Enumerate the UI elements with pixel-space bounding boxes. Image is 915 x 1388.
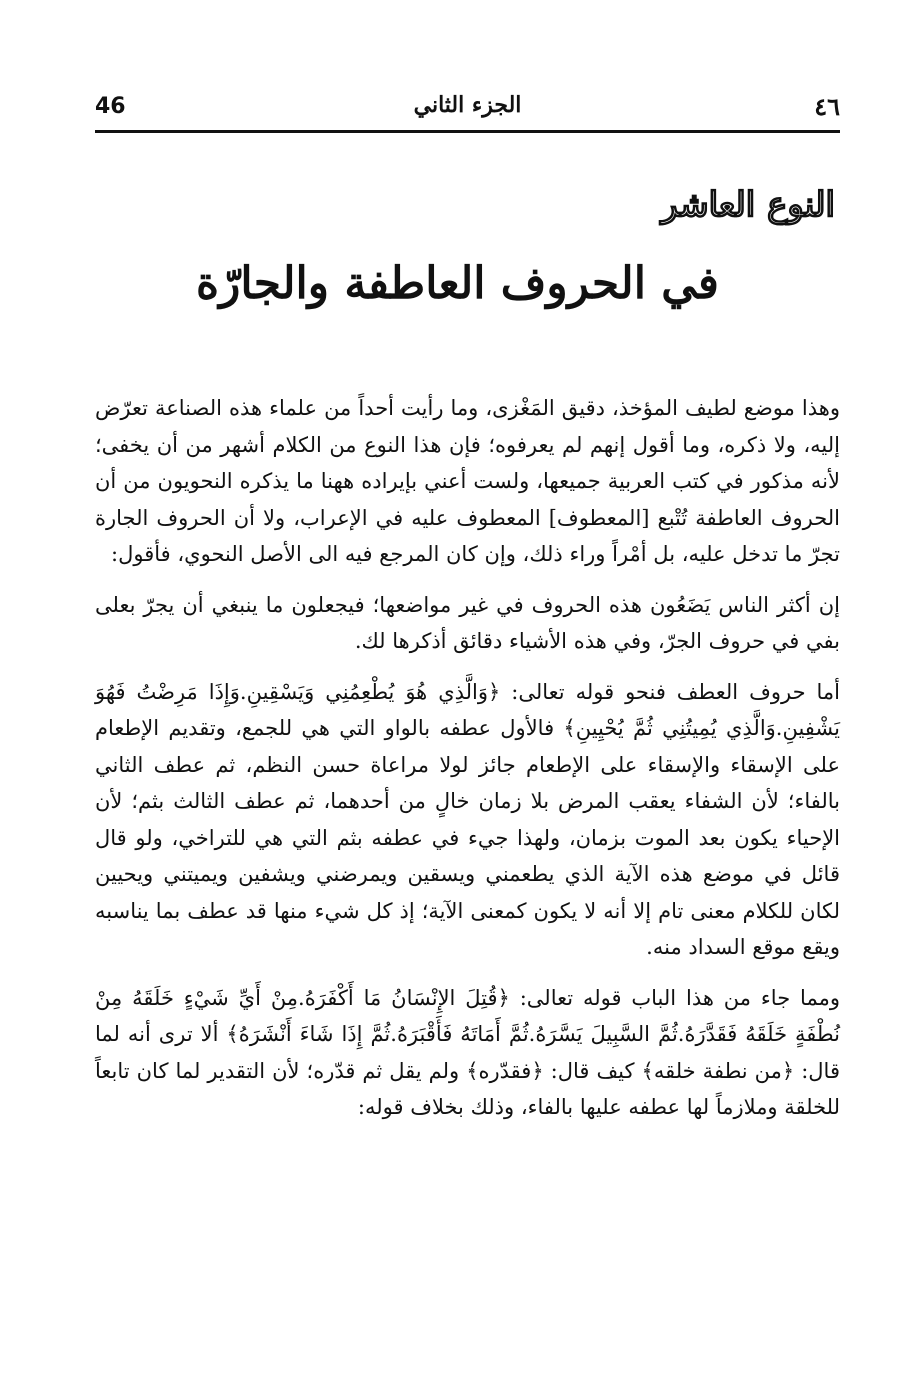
header-rule — [95, 130, 840, 133]
page-number-arabic: ٤٦ — [814, 92, 840, 121]
page-number-latin: 46 — [95, 94, 126, 119]
paragraph-example: ومما جاء من هذا الباب قوله تعالى: ﴿قُتِلَ الإِنْسَانُ مَا أَكْفَرَهُ.مِنْ أَيِّ شَيْءٍ خَلَقَهُ مِنْ نُطْفَةٍ خَلَقَهُ فَقَدَّرَهُ.ثُمَّ السَّبِيلَ يَسَّرَهُ.ثُمَّ أَمَاتَهُ فَأَقْبَرَهُ.ثُمَّ إِذَا شَاءَ أَنْشَرَهُ﴾ ألا ترى أنه لما قال: ﴿من نطفة خلقه﴾ كيف قال: ﴿فقدّره﴾ ولم يقل ثم قدّره؛ لأن التقدير لما كان تابعاً للخلقة وملازماً لها عطفه عليها بالفاء، وذلك بخلاف قوله: — [95, 985, 840, 1119]
page-header — [95, 92, 840, 132]
chapter-title: في الحروف العاطفة والجارّة — [196, 258, 719, 309]
text-body — [95, 390, 840, 1140]
paragraph-usage: إن أكثر الناس يَضَعُون هذه الحروف في غير مواضعها؛ فيجعلون ما ينبغي أن يجرّ بعلى بفي في حروف الجرّ، وفي هذه الأشياء دقائق أذكرها لك. — [95, 592, 840, 653]
paragraph-conjunctions: أما حروف العطف فنحو قوله تعالى: ﴿وَالَّذِي هُوَ يُطْعِمُنِي وَيَسْقِينِ.وَإِذَا مَرِضْتُ فَهُوَ يَشْفِينِ.وَالَّذِي يُمِيتُنِي ثُمَّ يُحْيِينِ﴾ فالأول عطفه بالواو التي هي للجمع، وتقديم الإطعام على الإسقاء والإسقاء على الإطعام جائز لولا مراعاة حسن النظم، ثم عطف الثاني بالفاء؛ لأن الشفاء يعقب المرض بلا زمان خالٍ من أحدهما، ثم عطف الثالث بثم؛ لأن الإحياء يكون بعد الموت بزمان، ولهذا جيء في عطفه بثم التي هي للتراخي، ولو قال قائل في موضع هذه الآية الذي يطعمني ويسقين ويمرضني ويشفين ويميتني ويحيين لكان للكلام معنى تام إلا أنه لا يكون كمعنى الآية؛ إذ كل شيء منها قد عطف بما يناسبه ويقع موقع السداد منه. — [95, 679, 840, 959]
running-title: الجزء الثاني — [413, 92, 522, 118]
section-label: النوع العاشر — [661, 185, 835, 225]
paragraph-intro: وهذا موضع لطيف المؤخذ، دقيق المَغْزى، وما رأيت أحداً من علماء هذه الصناعة تعرّض إليه، ولا ذكره، وما أقول إنهم لم يعرفوه؛ فإن هذا النوع من الكلام أشهر من أن يخفى؛ لأنه مذكور في كتب العربية جميعها، ولست أعني بإيراده ههنا ما يذكره النحويون من أن الحروف العاطفة تُتْبع [المعطوف] المعطوف عليه في الإعراب، ولا أن الحروف الجارة تجرّ ما تدخل عليه، بل أمْراً وراء ذلك، وإن كان المرجع فيه الى الأصل النحوي، فأقول: — [95, 396, 840, 566]
